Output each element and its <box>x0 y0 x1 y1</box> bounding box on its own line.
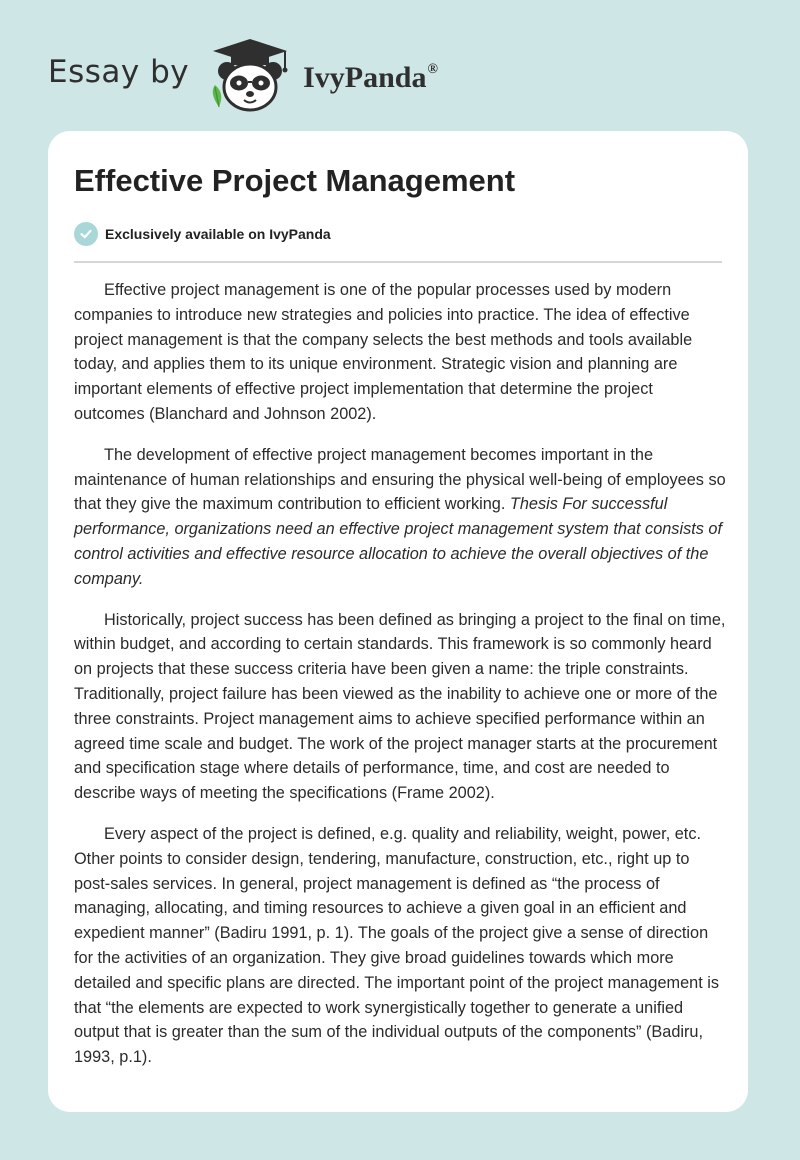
site-header <box>48 36 438 116</box>
brand-name: IvyPanda® <box>303 61 438 94</box>
paragraph: Every aspect of the project is defined, e.g. quality and reliability, weight, power, etc. Other points to consider design, tendering, manufacture, construction, etc., right up to post-sales services. In general, project management is defined as “the process of managing, allocating, and timing resources to achieve a given goal in an efficient and expedient manner” (Badiru 1991, p. 1). The goals of the project give a sense of direction for the activities of an organization. They give broad guidelines towards which more detailed and specific plans are directed. The important point of the project management is that “the elements are expected to work synergistically together to generate a unified output that is greater than the sum of the individual outputs of the components” (Badiru, 1993, p.1). <box>74 824 719 1067</box>
check-circle-icon <box>74 222 98 246</box>
exclusive-label: Exclusively available on IvyPanda <box>105 226 331 242</box>
panda-logo-icon <box>205 37 295 115</box>
paragraph <box>74 443 726 592</box>
thesis-statement: Thesis For successful performance, organizations need an effective project management system that consists of control activities and effective resource allocation to achieve the overall objectives of the company. <box>74 495 722 588</box>
exclusive-badge <box>74 222 331 246</box>
registered-mark: ® <box>427 62 438 77</box>
paragraph: Effective project management is one of the popular processes used by modern companies to introduce new strategies and policies into practice. The idea of effective project management is that the company selects the best methods and tools available today, and applies them to its unique environment. Strategic vision and planning are important elements of effective project implementation that determine the project outcomes (Blanchard and Johnson 2002). <box>74 281 693 423</box>
divider <box>74 261 722 263</box>
essay-by-label: Essay by <box>48 54 190 90</box>
essay-card <box>48 131 748 1112</box>
essay-title: Effective Project Management <box>74 163 516 198</box>
paragraph-text: The development of effective project management becomes important in the maintenance of human relationships and ensuring the physical well-being of employees so that they give the maximum contribution to efficient working. <box>74 445 726 514</box>
paragraph: Historically, project success has been defined as bringing a project to the final on time, within budget, and according to certain standards. This framework is so commonly heard on projects that these success criteria have been given a name: the triple constraints. Traditionally, project failure has been viewed as the inability to achieve one or more of the three constraints. Project management aims to achieve specified performance within an agreed time scale and budget. The work of the project manager starts at the procurement and specification stage where details of performance, time, and cost are needed to describe ways of meeting the specifications (Frame 2002). <box>74 610 726 803</box>
essay-body <box>74 278 726 1086</box>
